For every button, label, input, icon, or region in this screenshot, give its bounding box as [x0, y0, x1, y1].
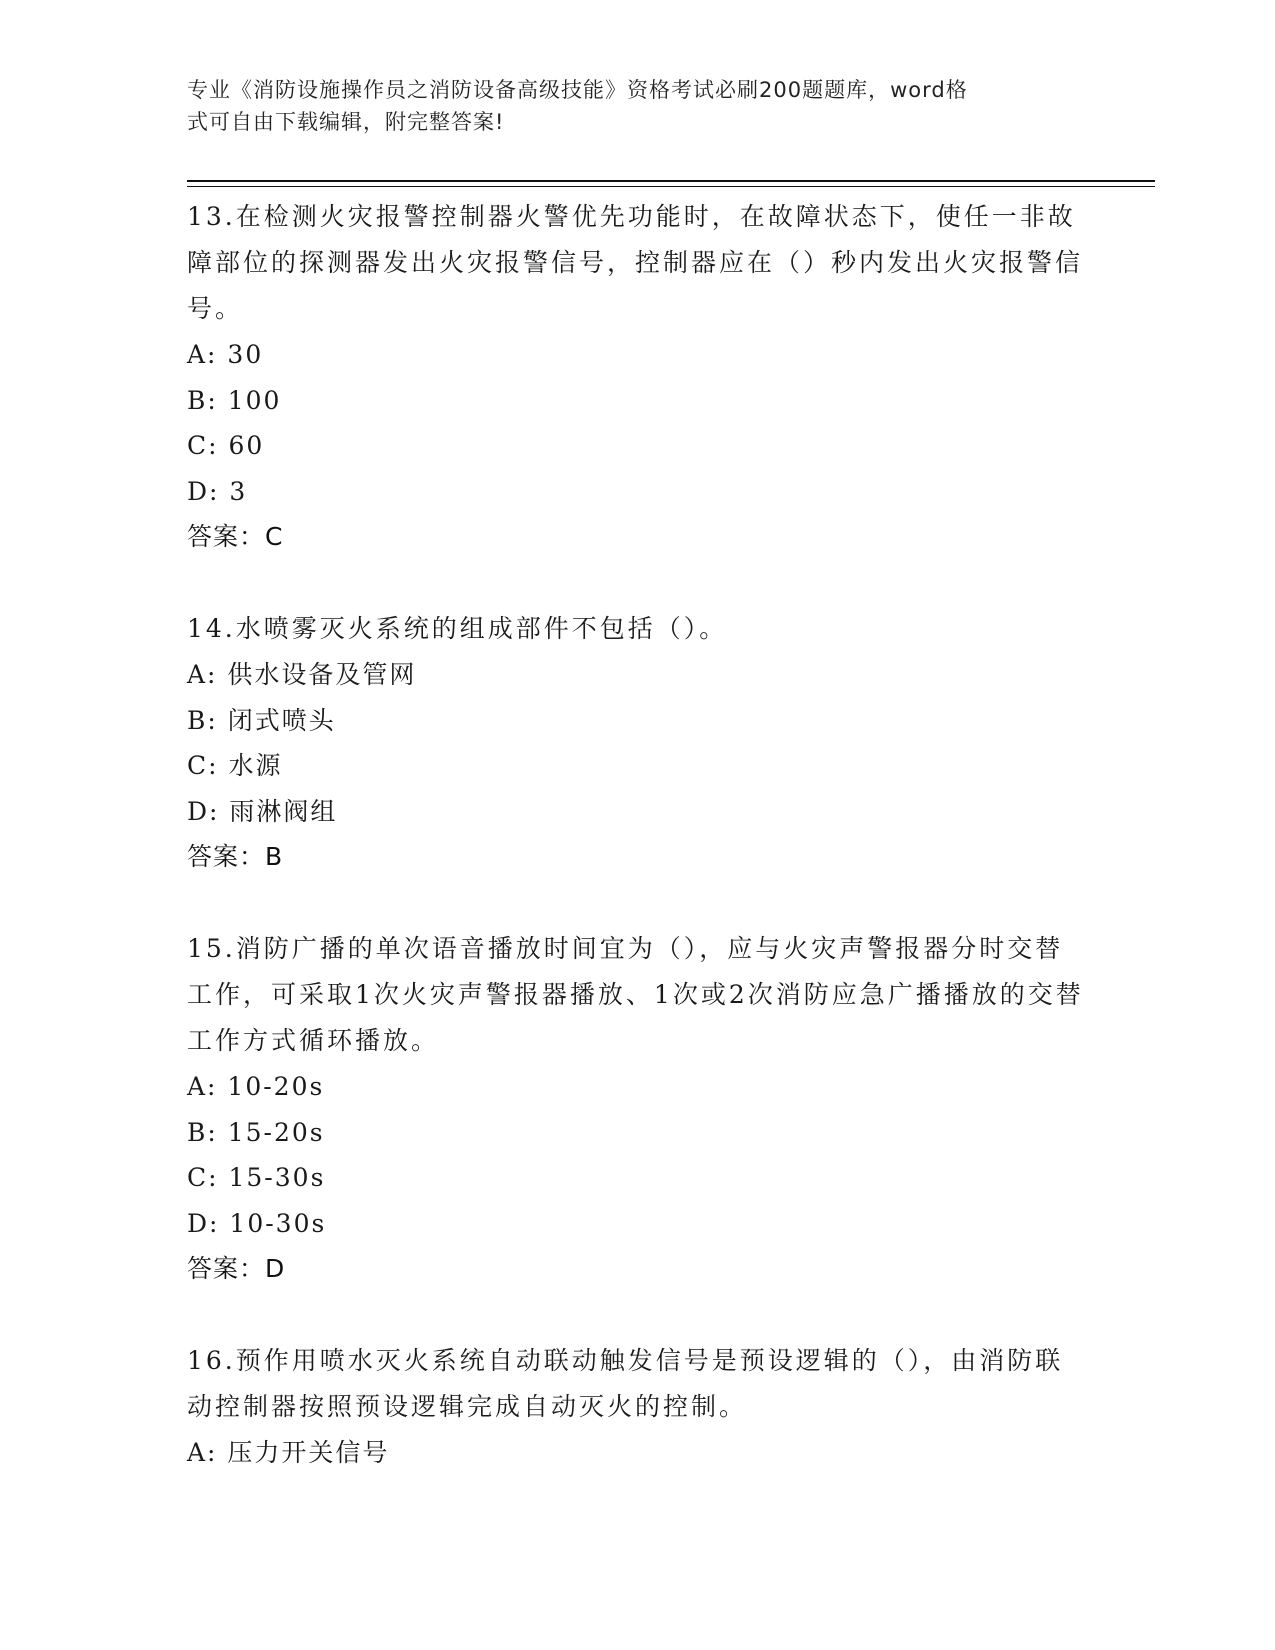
- header-divider-thick: [187, 180, 1155, 182]
- question-stem: 13.在检测火灾报警控制器火警优先功能时，在故障状态下，使任一非故障部位的探测器发出火灾报警信号，控制器应在（）秒内发出火灾报警信号。: [187, 202, 1084, 323]
- option-b: B: 闭式喷头: [187, 705, 336, 735]
- option-d: D: 3: [187, 476, 248, 506]
- option-c: C: 水源: [187, 751, 283, 780]
- answer: 答案：D: [187, 1254, 286, 1283]
- answer: 答案：B: [187, 842, 284, 871]
- question-14: [187, 606, 1087, 880]
- question-stem: 16.预作用喷水灭火系统自动联动触发信号是预设逻辑的（），由消防联动控制器按照预设逻辑完成自动灭火的控制。: [187, 1346, 1064, 1421]
- question-stem: 15.消防广播的单次语音播放时间宜为（），应与火灾声警报器分时交替工作，可采取1次火灾声警报器播放、1次或2次消防应急广播播放的交替工作方式循环播放。: [187, 934, 1084, 1055]
- document-header: [187, 74, 1057, 138]
- question-15: [187, 926, 1087, 1292]
- option-d: D: 10-30s: [187, 1208, 327, 1238]
- header-divider-thin: [187, 186, 1155, 187]
- question-stem: 14.水喷雾灭火系统的组成部件不包括（）。: [187, 614, 728, 643]
- question-13: [187, 194, 1087, 560]
- question-list: [187, 194, 1087, 1522]
- option-a: A: 压力开关信号: [187, 1438, 390, 1467]
- option-c: C: 15-30s: [187, 1163, 326, 1192]
- question-16: [187, 1338, 1087, 1476]
- option-d: D: 雨淋阀组: [187, 796, 338, 826]
- option-b: B: 100: [187, 385, 282, 415]
- answer: 答案：C: [187, 522, 284, 551]
- option-a: A: 供水设备及管网: [187, 660, 417, 689]
- header-line-2: 式可自由下载编辑，附完整答案!: [187, 110, 505, 134]
- option-b: B: 15-20s: [187, 1117, 325, 1147]
- option-a: A: 10-20s: [187, 1072, 325, 1101]
- option-a: A: 30: [187, 340, 264, 369]
- header-line-1: 专业《消防设施操作员之消防设备高级技能》资格考试必刷200题题库，word格: [187, 78, 968, 102]
- option-c: C: 60: [187, 431, 265, 460]
